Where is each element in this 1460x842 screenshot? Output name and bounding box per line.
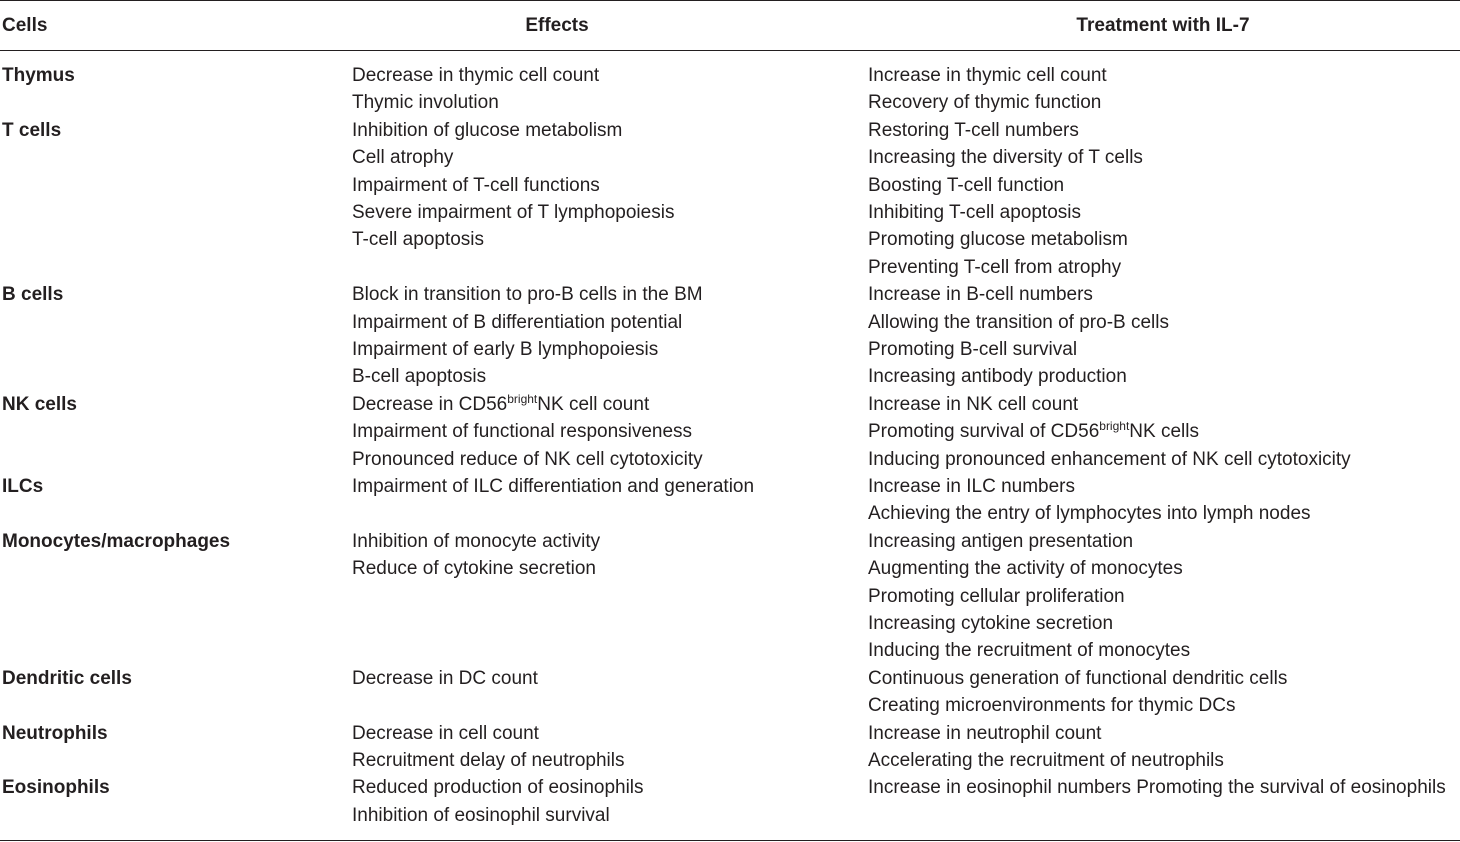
treatment-item: Restoring T-cell numbers	[868, 119, 1079, 141]
table-row	[0, 473, 1460, 528]
table-row	[0, 774, 1460, 829]
treatment-cell	[868, 720, 1224, 775]
row-cell-type: Monocytes/macrophages	[2, 530, 231, 552]
row-cell-type: ILCs	[2, 475, 44, 497]
effect-item: Block in transition to pro-B cells in the BM	[352, 284, 703, 306]
treatment-item: Increasing antibody production	[868, 366, 1127, 388]
row-cell-type: Neutrophils	[2, 722, 108, 744]
treatment-item: Promoting B-cell survival	[868, 338, 1078, 360]
effect-item: Thymic involution	[352, 92, 499, 114]
effect-item: Decrease in DC count	[352, 667, 538, 689]
row-cell-type: Thymus	[2, 65, 75, 86]
row-cell-type: Dendritic cells	[2, 667, 132, 689]
effect-item: Decrease in $CD56^{bright}NK$ cell count	[352, 391, 650, 415]
treatment-item: Increase in eosinophil numbers Promoting the survival of eosinophils	[868, 777, 1446, 799]
effects-cell	[352, 665, 538, 692]
effects-cell	[352, 473, 754, 500]
row-cell-type: NK cells	[2, 393, 77, 415]
effect-item: B-cell apoptosis	[352, 366, 487, 388]
effects-cell	[352, 281, 703, 391]
effect-item: Cell atrophy	[352, 147, 454, 169]
effects-cell	[352, 391, 703, 473]
effect-item: Impairment of ILC differentiation and generation	[352, 475, 755, 497]
table-row	[0, 528, 1460, 665]
effects-cell	[352, 528, 600, 583]
treatment-item: Recovery of thymic function	[868, 92, 1102, 114]
treatment-cell	[868, 774, 1446, 801]
effect-item: Impairment of B differentiation potential	[352, 311, 683, 333]
treatment-item: Creating microenvironments for thymic DCs	[868, 695, 1236, 717]
treatment-item: Increase in thymic cell count	[868, 65, 1107, 86]
treatment-item: Achieving the entry of lymphocytes into lymph nodes	[868, 503, 1311, 525]
column-header-effects: Effects	[525, 15, 589, 36]
effect-item: Severe impairment of T lymphopoiesis	[352, 201, 675, 223]
table-row	[0, 391, 1460, 473]
effect-item: Impairment of early B lymphopoiesis	[352, 338, 659, 360]
table-row	[0, 720, 1460, 775]
treatment-item: Increase in B-cell numbers	[868, 284, 1093, 306]
effects-cell	[352, 774, 644, 829]
treatment-item: Increase in neutrophil count	[868, 722, 1102, 744]
row-cell-type: Eosinophils	[2, 777, 110, 799]
treatment-item: Accelerating the recruitment of neutrophils	[868, 749, 1224, 771]
row-cell-type: B cells	[2, 284, 64, 306]
effect-item: T-cell apoptosis	[352, 229, 485, 251]
treatment-item: Continuous generation of functional dendritic cells	[868, 667, 1288, 689]
treatment-item: Increasing cytokine secretion	[868, 612, 1114, 634]
treatment-item: Allowing the transition of pro-B cells	[868, 311, 1169, 333]
treatment-cell	[868, 281, 1169, 391]
effect-item: Inhibition of eosinophil survival	[352, 804, 610, 826]
effect-item: Reduce of cytokine secretion	[352, 558, 596, 580]
treatment-item: Promoting survival of $CD56^{bright}NK$ cells	[868, 419, 1199, 443]
treatment-cell	[868, 62, 1107, 117]
table-header-rule	[0, 50, 1460, 51]
treatment-item: Increase in ILC numbers	[868, 475, 1075, 497]
effect-item: Inhibition of glucose metabolism	[352, 119, 623, 141]
column-header-cells: Cells	[2, 15, 48, 36]
effects-cell	[352, 117, 674, 254]
treatment-item: Augmenting the activity of monocytes	[868, 558, 1183, 580]
treatment-cell	[868, 117, 1143, 281]
effects-cell	[352, 62, 599, 117]
effect-item: Impairment of functional responsiveness	[352, 421, 693, 443]
column-header-treatment: Treatment with IL-7	[1076, 15, 1250, 36]
table-row	[0, 281, 1460, 391]
table-body	[0, 62, 1460, 829]
treatment-cell	[868, 665, 1287, 720]
effect-item: Reduced production of eosinophils	[352, 777, 644, 799]
table-bottom-rule	[0, 840, 1460, 841]
treatment-item: Inducing the recruitment of monocytes	[868, 640, 1191, 662]
treatment-item: Promoting glucose metabolism	[868, 229, 1128, 251]
treatment-item: Increasing the diversity of T cells	[868, 147, 1143, 169]
table-row	[0, 117, 1460, 281]
effect-item: Decrease in thymic cell count	[352, 65, 600, 86]
treatment-item: Increase in NK cell count	[868, 393, 1079, 415]
table-row	[0, 665, 1460, 720]
effect-item: Decrease in cell count	[352, 722, 539, 744]
effects-cell	[352, 720, 624, 775]
treatment-item: Inhibiting T-cell apoptosis	[868, 201, 1081, 223]
treatment-cell	[868, 528, 1190, 665]
treatment-cell	[868, 473, 1311, 528]
treatment-item: Promoting cellular proliferation	[868, 585, 1125, 607]
treatment-item: Preventing T-cell from atrophy	[868, 256, 1122, 278]
effect-item: Pronounced reduce of NK cell cytotoxicity	[352, 448, 703, 470]
row-cell-type: T cells	[2, 119, 62, 141]
effect-item: Inhibition of monocyte activity	[352, 530, 601, 552]
table-row	[0, 62, 1460, 117]
effect-item: Recruitment delay of neutrophils	[352, 749, 625, 771]
treatment-cell	[868, 391, 1351, 473]
treatment-item: Boosting T-cell function	[868, 174, 1065, 196]
treatment-item: Inducing pronounced enhancement of NK cell cytotoxicity	[868, 448, 1351, 470]
effect-item: Impairment of T-cell functions	[352, 174, 600, 196]
treatment-item: Increasing antigen presentation	[868, 530, 1134, 552]
table-top-rule	[0, 0, 1460, 1]
